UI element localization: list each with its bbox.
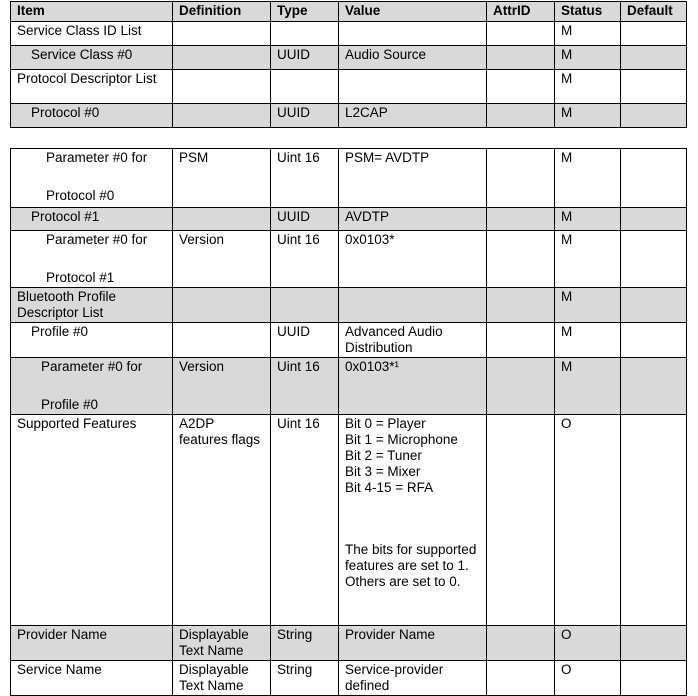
cell-attrid	[487, 231, 555, 288]
cell-definition: A2DP features flags	[173, 415, 271, 626]
header-status: Status	[555, 2, 621, 22]
table-row	[11, 208, 687, 231]
cell-type	[271, 288, 339, 323]
cell-type: Uint 16	[271, 415, 339, 626]
cell-attrid	[487, 46, 555, 70]
table-row	[11, 323, 687, 358]
cell-attrid	[487, 358, 555, 415]
cell-type: Uint 16	[271, 149, 339, 208]
cell-status: M	[555, 288, 621, 323]
cell-value: 0x0103*¹	[339, 358, 487, 415]
cell-item: Service Class ID List	[11, 22, 173, 46]
cell-attrid	[487, 661, 555, 696]
cell-status: M	[555, 231, 621, 288]
cell-value: L2CAP	[339, 104, 487, 128]
cell-item-line: Profile #0	[41, 397, 99, 412]
cell-attrid	[487, 626, 555, 661]
cell-value: AVDTP	[339, 208, 487, 231]
cell-item-line: Protocol #0	[46, 188, 115, 203]
header-attrid: AttrID	[487, 2, 555, 22]
cell-default	[621, 149, 687, 208]
cell-definition: Version	[173, 358, 271, 415]
header-value: Value	[339, 2, 487, 22]
cell-definition: Version	[173, 231, 271, 288]
cell-definition	[173, 46, 271, 70]
table-row	[11, 104, 687, 128]
cell-status: M	[555, 70, 621, 104]
cell-attrid	[487, 149, 555, 208]
cell-default	[621, 208, 687, 231]
cell-status: M	[555, 149, 621, 208]
cell-default	[621, 661, 687, 696]
table-row	[11, 358, 687, 415]
cell-value	[339, 70, 487, 104]
cell-value	[339, 415, 487, 626]
table-row	[11, 46, 687, 70]
cell-item-line: Protocol #1	[46, 270, 115, 285]
cell-default	[621, 231, 687, 288]
cell-item-line: Parameter #0 for	[41, 359, 143, 374]
bit-line: Bit 0 = Player	[345, 416, 426, 431]
sdp-table-bottom	[10, 148, 687, 696]
cell-default	[621, 70, 687, 104]
sdp-table-top	[10, 1, 687, 128]
cell-item	[11, 358, 173, 415]
cell-definition	[173, 323, 271, 358]
cell-default	[621, 323, 687, 358]
cell-default	[621, 415, 687, 626]
cell-definition	[173, 70, 271, 104]
header-default: Default	[621, 2, 687, 22]
cell-item	[11, 149, 173, 208]
cell-value	[339, 288, 487, 323]
cell-definition: Displayable Text Name	[173, 626, 271, 661]
cell-status: O	[555, 661, 621, 696]
cell-definition: PSM	[173, 149, 271, 208]
cell-status: M	[555, 208, 621, 231]
cell-type: Uint 16	[271, 358, 339, 415]
cell-item-line: Parameter #0 for	[46, 232, 148, 247]
cell-item: Profile #0	[11, 323, 173, 358]
cell-value	[339, 22, 487, 46]
cell-status: O	[555, 626, 621, 661]
cell-value: 0x0103*	[339, 231, 487, 288]
cell-type	[271, 22, 339, 46]
header-type: Type	[271, 2, 339, 22]
bit-line: Bit 1 = Microphone	[345, 432, 458, 447]
table-row	[11, 415, 687, 626]
header-row	[11, 2, 687, 22]
cell-status: O	[555, 415, 621, 626]
cell-item: Supported Features	[11, 415, 173, 626]
table-row	[11, 22, 687, 46]
table-row	[11, 149, 687, 208]
cell-item: Bluetooth Profile Descriptor List	[11, 288, 173, 323]
cell-status: M	[555, 358, 621, 415]
table-row	[11, 70, 687, 104]
cell-type: UUID	[271, 208, 339, 231]
cell-attrid	[487, 323, 555, 358]
cell-type: UUID	[271, 46, 339, 70]
cell-attrid	[487, 415, 555, 626]
cell-item: Protocol #1	[11, 208, 173, 231]
table-row	[11, 288, 687, 323]
cell-default	[621, 22, 687, 46]
feature-note: The bits for supported features are set to 1. Others are set to 0.	[345, 542, 477, 589]
cell-status: M	[555, 22, 621, 46]
cell-default	[621, 288, 687, 323]
cell-status: M	[555, 46, 621, 70]
cell-status: M	[555, 323, 621, 358]
cell-value: Service-provider defined	[339, 661, 487, 696]
table-row	[11, 661, 687, 696]
cell-value: Provider Name	[339, 626, 487, 661]
cell-type: UUID	[271, 323, 339, 358]
cell-default	[621, 626, 687, 661]
bit-line: Bit 2 = Tuner	[345, 448, 422, 463]
cell-value: PSM= AVDTP	[339, 149, 487, 208]
cell-attrid	[487, 70, 555, 104]
cell-type	[271, 70, 339, 104]
cell-definition	[173, 208, 271, 231]
bit-line: Bit 3 = Mixer	[345, 464, 421, 479]
cell-default	[621, 46, 687, 70]
cell-value: Advanced Audio Distribution	[339, 323, 487, 358]
cell-attrid	[487, 104, 555, 128]
cell-default	[621, 358, 687, 415]
cell-item-line: Parameter #0 for	[46, 150, 148, 165]
header-item: Item	[11, 2, 173, 22]
cell-item: Provider Name	[11, 626, 173, 661]
cell-attrid	[487, 208, 555, 231]
cell-item: Protocol Descriptor List	[11, 70, 173, 104]
cell-item: Protocol #0	[11, 104, 173, 128]
table-row	[11, 626, 687, 661]
cell-type: Uint 16	[271, 231, 339, 288]
cell-definition	[173, 288, 271, 323]
cell-type: String	[271, 626, 339, 661]
cell-item: Service Class #0	[11, 46, 173, 70]
cell-attrid	[487, 22, 555, 46]
cell-type: UUID	[271, 104, 339, 128]
cell-definition	[173, 22, 271, 46]
table-row	[11, 231, 687, 288]
cell-attrid	[487, 288, 555, 323]
cell-definition	[173, 104, 271, 128]
bit-line: Bit 4-15 = RFA	[345, 480, 434, 495]
cell-type: String	[271, 661, 339, 696]
header-definition: Definition	[173, 2, 271, 22]
cell-item	[11, 231, 173, 288]
cell-status: M	[555, 104, 621, 128]
cell-value: Audio Source	[339, 46, 487, 70]
cell-item: Service Name	[11, 661, 173, 696]
cell-definition: Displayable Text Name	[173, 661, 271, 696]
cell-default	[621, 104, 687, 128]
